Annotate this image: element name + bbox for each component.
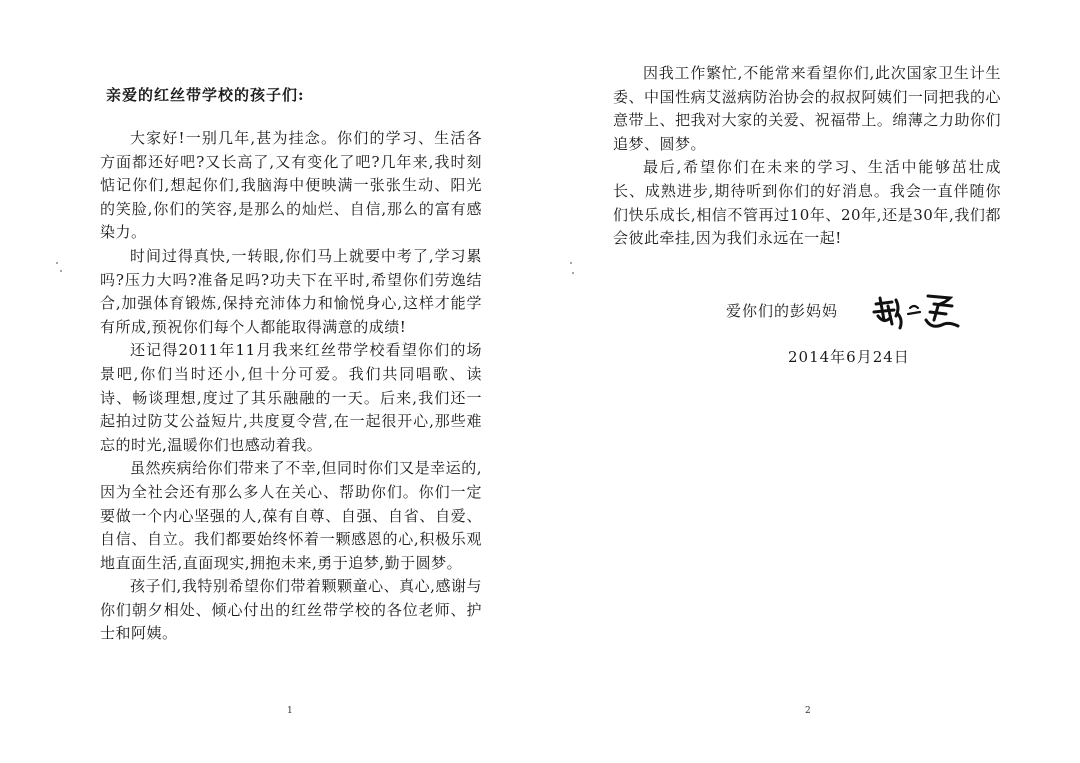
page-number: 2 (805, 706, 811, 716)
scan-speck (570, 262, 572, 264)
letter-date: 2014年6月24日 (788, 348, 910, 366)
paragraph: 还记得2011年11月我来红丝带学校看望你们的场景吧,你们当时还小,但十分可爱。我们共同唱歌、读诗、畅谈理想,度过了其乐融融的一天。后来,我们还一起拍过防艾公益短片,共度夏令营,在一起很开心,那些难忘的时光,温暖你们也感动着我。 (100, 341, 482, 454)
letter-salutation: 亲爱的红丝带学校的孩子们: (106, 86, 305, 104)
paragraph: 孩子们,我特别希望你们带着颗颗童心、真心,感谢与你们朝夕相处、倾心付出的红丝带学校的各位老师、护士和阿姨。 (100, 577, 482, 643)
letter-page-right (540, 0, 1080, 763)
scan-speck (56, 262, 58, 264)
letter-body-left (100, 127, 482, 646)
paragraph: 大家好!一别几年,甚为挂念。你们的学习、生活各方面都还好吧?又长高了,又有变化了吧?几年来,我时刻惦记你们,想起你们,我脑海中便映满一张张生动、阳光的笑脸,你们的笑容,是那么的灿烂、自信,那么的富有感染力。 (100, 129, 482, 242)
letter-body-right (613, 62, 1001, 251)
letter-closing: 爱你们的彭妈妈 (726, 302, 839, 320)
paragraph: 时间过得真快,一转眼,你们马上就要中考了,学习累吗?压力大吗?准备足吗?功夫下在平时,希望你们劳逸结合,加强体育锻炼,保持充沛体力和愉悦身心,这样才能学有所成,预祝你们每个人都能取得满意的成绩! (100, 246, 482, 336)
scan-speck (572, 272, 574, 274)
handwritten-signature (870, 290, 962, 334)
paragraph: 因我工作繁忙,不能常来看望你们,此次国家卫生计生委、中国性病艾滋病防治协会的叔叔阿姨们一同把我的心意带上、把我对大家的关爱、祝福带上。绵薄之力助你们追梦、圆梦。 (613, 64, 1001, 153)
paragraph: 虽然疾病给你们带来了不幸,但同时你们又是幸运的,因为全社会还有那么多人在关心、帮助你们。你们一定要做一个内心坚强的人,葆有自尊、自强、自省、自爱、自信、自立。我们都要始终怀着一颗感恩的心,积极乐观地直面生活,直面现实,拥抱未来,勇于追梦,勤于圆梦。 (100, 459, 482, 572)
scan-speck (60, 270, 62, 272)
paragraph: 最后,希望你们在未来的学习、生活中能够茁壮成长、成熟进步,期待听到你们的好消息。我会一直伴随你们快乐成长,相信不管再过10年、20年,还是30年,我们都会彼此牵挂,因为我们永远在一起! (613, 158, 1001, 248)
page-number: 1 (287, 706, 293, 716)
